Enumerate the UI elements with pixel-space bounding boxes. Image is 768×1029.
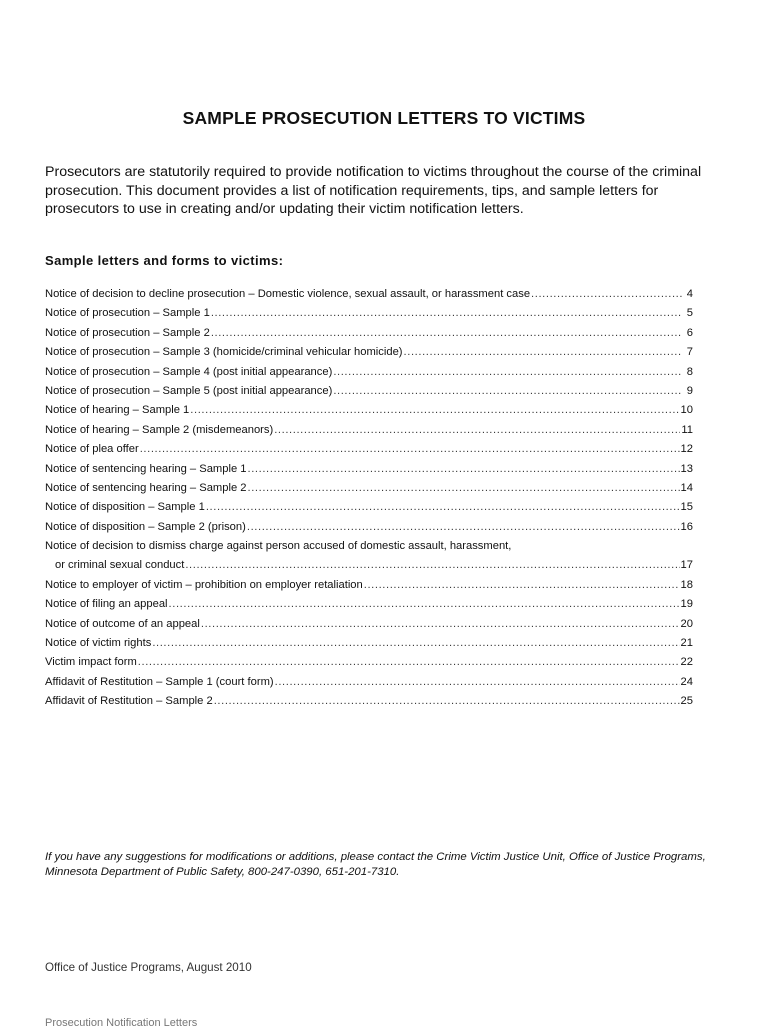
toc-entry-label: Victim impact form [45, 656, 137, 669]
toc-dot-leader [185, 556, 679, 575]
toc-entry [45, 692, 693, 711]
toc-entry-label: Notice of filing an appeal [45, 598, 168, 611]
toc-entry-page: 18 [680, 578, 693, 591]
document-title: SAMPLE PROSECUTION LETTERS TO VICTIMS [182, 108, 586, 128]
toc-entry-page: 16 [680, 520, 693, 533]
toc-entry-page: 15 [680, 501, 693, 514]
toc-dot-leader [364, 576, 680, 595]
toc-dot-leader [211, 324, 682, 343]
toc-entry [45, 363, 693, 382]
toc-entry-page: 11 [681, 423, 693, 436]
toc-dot-leader [248, 460, 680, 479]
toc-entry [45, 479, 693, 498]
table-of-contents [45, 285, 693, 712]
toc-entry-label: Notice of hearing – Sample 1 [45, 404, 190, 417]
toc-dot-leader [169, 595, 680, 614]
toc-entry [45, 537, 693, 576]
toc-entry-label: Notice of decision to dismiss charge against person accused of domestic assault, harassment, [45, 540, 512, 553]
toc-dot-leader [333, 363, 682, 382]
toc-entry-label: Notice of disposition – Sample 1 [45, 501, 205, 514]
toc-entry [45, 304, 693, 323]
toc-entry [45, 440, 693, 459]
toc-entry-page: 12 [680, 443, 693, 456]
toc-entry [45, 421, 693, 440]
toc-entry-page: 5 [686, 307, 693, 320]
toc-dot-leader [404, 343, 682, 362]
toc-entry-page: 6 [686, 326, 693, 339]
toc-entry [45, 518, 693, 537]
toc-entry [45, 634, 693, 653]
toc-entry-label: Notice of prosecution – Sample 2 [45, 326, 210, 339]
toc-entry-page: 13 [680, 462, 693, 475]
toc-entry-label: Notice of prosecution – Sample 3 (homicide/criminal vehicular homicide) [45, 346, 403, 359]
toc-dot-leader [140, 440, 680, 459]
toc-entry-label: Notice to employer of victim – prohibition on employer retaliation [45, 578, 363, 591]
toc-entry-page: 10 [680, 404, 693, 417]
toc-entry-label: Notice of sentencing hearing – Sample 1 [45, 462, 247, 475]
toc-entry [45, 576, 693, 595]
suggestions-note: If you have any suggestions for modifications or additions, please contact the Crime Victim Justice Unit, Office of Justice Programs, Minnesota Department of Public Safety, 800-247-0390, 651-201-7310. [45, 851, 706, 878]
toc-entry-label: Notice of hearing – Sample 2 (misdemeanors) [45, 423, 274, 436]
toc-entry-page: 9 [686, 384, 693, 397]
toc-entry [45, 653, 693, 672]
toc-entry-label: Notice of decision to decline prosecution – Domestic violence, sexual assault, or harassment case [45, 288, 531, 300]
toc-dot-leader [152, 634, 679, 653]
toc-entry-page: 22 [680, 656, 693, 669]
toc-entry-page: 20 [680, 617, 693, 630]
toc-dot-leader [531, 285, 682, 304]
toc-dot-leader [274, 421, 680, 440]
toc-dot-leader [247, 518, 680, 537]
toc-entry-label: Notice of outcome of an appeal [45, 617, 200, 630]
toc-dot-leader [138, 653, 680, 672]
toc-dot-leader [333, 382, 682, 401]
toc-entry-page: 14 [680, 481, 693, 494]
toc-entry-page: 4 [686, 288, 693, 300]
toc-entry-page: 21 [680, 637, 693, 650]
toc-entry [45, 498, 693, 517]
toc-entry-label: Notice of disposition – Sample 2 (prison) [45, 520, 246, 533]
toc-entry [45, 615, 693, 634]
toc-entry [45, 595, 693, 614]
toc-entry-label: Affidavit of Restitution – Sample 1 (court form) [45, 675, 274, 688]
toc-dot-leader [275, 673, 680, 692]
office-date-line: Office of Justice Programs, August 2010 [45, 961, 252, 974]
toc-entry [45, 401, 693, 420]
toc-entry-label: Notice of plea offer [45, 443, 139, 456]
toc-entry-page: 24 [680, 675, 693, 688]
toc-entry-label: Notice of victim rights [45, 637, 152, 650]
toc-entry-label: Notice of prosecution – Sample 4 (post initial appearance) [45, 365, 333, 378]
toc-entry-label: Notice of sentencing hearing – Sample 2 [45, 481, 247, 494]
toc-entry-page: 7 [686, 346, 693, 359]
toc-dot-leader [190, 401, 679, 420]
toc-entry [45, 460, 693, 479]
toc-dot-leader [206, 498, 680, 517]
toc-dot-leader [201, 615, 680, 634]
toc-entry-page: 19 [680, 598, 693, 611]
toc-entry-label: or criminal sexual conduct [55, 559, 185, 572]
toc-entry [45, 673, 693, 692]
toc-entry-label: Affidavit of Restitution – Sample 2 [45, 695, 213, 708]
toc-dot-leader [214, 692, 680, 711]
toc-entry-page: 17 [680, 559, 693, 572]
toc-entry-page: 8 [686, 365, 693, 378]
toc-entry [45, 285, 693, 304]
page-footer: Prosecution Notification Letters [45, 1017, 198, 1029]
toc-dot-leader [211, 304, 682, 323]
toc-entry [45, 343, 693, 362]
toc-entry [45, 382, 693, 401]
section-heading: Sample letters and forms to victims: [45, 253, 284, 268]
toc-dot-leader [248, 479, 680, 498]
toc-entry-label: Notice of prosecution – Sample 1 [45, 307, 210, 320]
toc-entry-page: 25 [680, 695, 693, 708]
intro-paragraph: Prosecutors are statutorily required to provide notification to victims throughout the course of the criminal prosecution. This document provides a list of notification requirements, tips, and sample letters for prosecutors to use in creating and/or updating their victim notification letters. [45, 164, 702, 217]
toc-entry [45, 324, 693, 343]
toc-entry-label: Notice of prosecution – Sample 5 (post initial appearance) [45, 384, 333, 397]
